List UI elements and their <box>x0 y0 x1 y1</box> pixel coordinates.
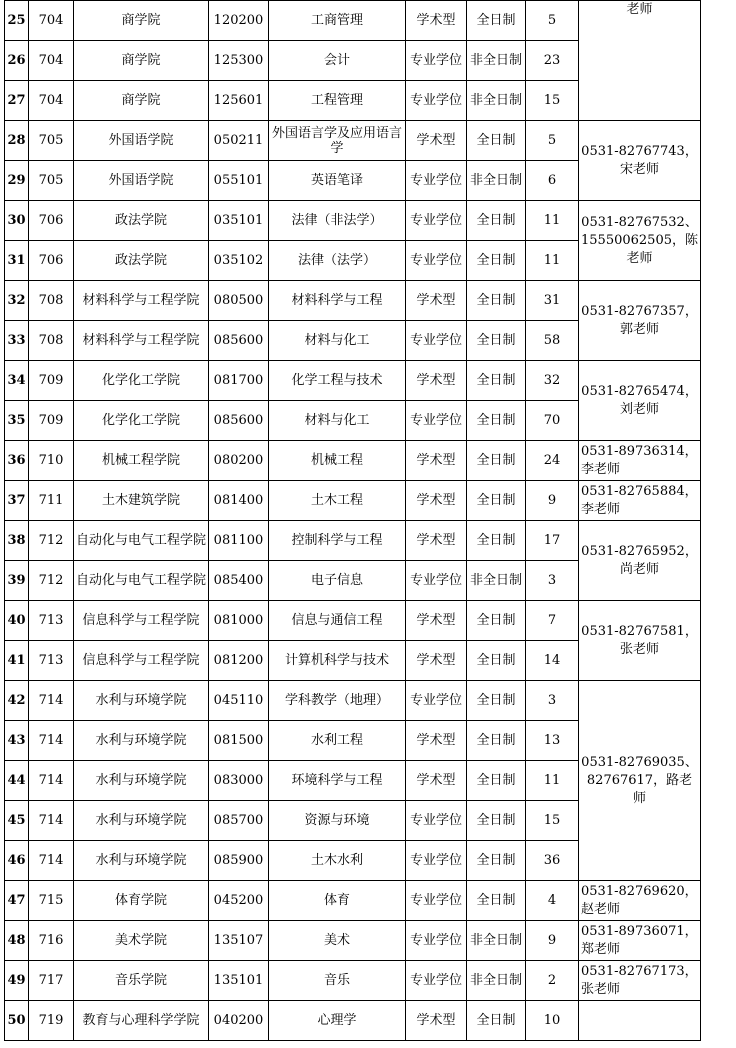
cell-major: 控制科学与工程 <box>269 521 406 561</box>
cell-type: 专业学位 <box>406 561 467 601</box>
cell-no: 42 <box>5 681 29 721</box>
cell-count: 31 <box>526 281 579 321</box>
cell-major: 工程管理 <box>269 81 406 121</box>
cell-code: 709 <box>29 361 74 401</box>
cell-code: 708 <box>29 321 74 361</box>
cell-type: 专业学位 <box>406 881 467 921</box>
cell-school: 音乐学院 <box>74 961 209 1001</box>
cell-school: 信息科学与工程学院 <box>74 601 209 641</box>
cell-type: 专业学位 <box>406 961 467 1001</box>
cell-code: 710 <box>29 441 74 481</box>
cell-mode: 全日制 <box>467 1 526 41</box>
cell-count: 23 <box>526 41 579 81</box>
cell-no: 30 <box>5 201 29 241</box>
table-row <box>5 481 701 521</box>
cell-no: 39 <box>5 561 29 601</box>
cell-school: 政法学院 <box>74 201 209 241</box>
table-row <box>5 1001 701 1041</box>
cell-no: 28 <box>5 121 29 161</box>
cell-no: 38 <box>5 521 29 561</box>
cell-count: 2 <box>526 961 579 1001</box>
cell-major-code: 085700 <box>209 801 269 841</box>
cell-type: 学术型 <box>406 281 467 321</box>
cell-contact: 0531-82767532、15550062505，陈老师 <box>579 201 701 281</box>
cell-mode: 非全日制 <box>467 161 526 201</box>
cell-contact: 0531-82767357，郭老师 <box>579 281 701 361</box>
cell-type: 学术型 <box>406 1 467 41</box>
cell-count: 6 <box>526 161 579 201</box>
cell-type: 专业学位 <box>406 681 467 721</box>
cell-code: 715 <box>29 881 74 921</box>
cell-mode: 全日制 <box>467 481 526 521</box>
cell-count: 36 <box>526 841 579 881</box>
table-row <box>5 361 701 401</box>
cell-code: 714 <box>29 841 74 881</box>
cell-school: 商学院 <box>74 41 209 81</box>
cell-mode: 全日制 <box>467 721 526 761</box>
cell-type: 专业学位 <box>406 201 467 241</box>
table-row <box>5 881 701 921</box>
cell-code: 705 <box>29 121 74 161</box>
cell-count: 3 <box>526 561 579 601</box>
cell-mode: 全日制 <box>467 1001 526 1041</box>
cell-major-code: 120200 <box>209 1 269 41</box>
cell-major-code: 045110 <box>209 681 269 721</box>
cell-type: 专业学位 <box>406 41 467 81</box>
cell-major: 英语笔译 <box>269 161 406 201</box>
table-row <box>5 601 701 641</box>
cell-major-code: 125601 <box>209 81 269 121</box>
cell-code: 714 <box>29 801 74 841</box>
cell-count: 3 <box>526 681 579 721</box>
cell-major-code: 055101 <box>209 161 269 201</box>
cell-school: 外国语学院 <box>74 161 209 201</box>
cell-major-code: 081200 <box>209 641 269 681</box>
cell-type: 学术型 <box>406 521 467 561</box>
cell-code: 714 <box>29 681 74 721</box>
table-row <box>5 201 701 241</box>
cell-school: 水利与环境学院 <box>74 681 209 721</box>
table-row <box>5 921 701 961</box>
cell-type: 专业学位 <box>406 401 467 441</box>
cell-mode: 全日制 <box>467 681 526 721</box>
table-row <box>5 441 701 481</box>
cell-count: 4 <box>526 881 579 921</box>
cell-no: 26 <box>5 41 29 81</box>
cell-mode: 全日制 <box>467 441 526 481</box>
cell-major-code: 081000 <box>209 601 269 641</box>
table-row <box>5 121 701 161</box>
cell-major-code: 135101 <box>209 961 269 1001</box>
cell-mode: 全日制 <box>467 201 526 241</box>
cell-count: 9 <box>526 481 579 521</box>
cell-mode: 非全日制 <box>467 921 526 961</box>
cell-count: 15 <box>526 81 579 121</box>
cell-contact <box>579 1001 701 1041</box>
cell-major: 计算机科学与技术 <box>269 641 406 681</box>
cell-no: 41 <box>5 641 29 681</box>
cell-major-code: 080500 <box>209 281 269 321</box>
table-row <box>5 961 701 1001</box>
cell-code: 714 <box>29 721 74 761</box>
cell-school: 政法学院 <box>74 241 209 281</box>
cell-school: 美术学院 <box>74 921 209 961</box>
cell-code: 719 <box>29 1001 74 1041</box>
cell-count: 17 <box>526 521 579 561</box>
cell-count: 70 <box>526 401 579 441</box>
cell-count: 10 <box>526 1001 579 1041</box>
cell-contact: 0531-82767173，张老师 <box>579 961 701 1001</box>
cell-no: 35 <box>5 401 29 441</box>
cell-school: 水利与环境学院 <box>74 801 209 841</box>
cell-mode: 全日制 <box>467 801 526 841</box>
cell-type: 学术型 <box>406 441 467 481</box>
cell-major-code: 085400 <box>209 561 269 601</box>
cell-major: 材料与化工 <box>269 321 406 361</box>
cell-major: 资源与环境 <box>269 801 406 841</box>
cell-type: 学术型 <box>406 1001 467 1041</box>
cell-major: 电子信息 <box>269 561 406 601</box>
cell-no: 44 <box>5 761 29 801</box>
cell-type: 专业学位 <box>406 161 467 201</box>
cell-count: 11 <box>526 201 579 241</box>
cell-count: 15 <box>526 801 579 841</box>
cell-code: 704 <box>29 1 74 41</box>
cell-major-code: 045200 <box>209 881 269 921</box>
cell-count: 5 <box>526 1 579 41</box>
cell-no: 45 <box>5 801 29 841</box>
cell-no: 40 <box>5 601 29 641</box>
cell-code: 712 <box>29 521 74 561</box>
cell-contact: 老师 <box>579 1 701 121</box>
cell-no: 48 <box>5 921 29 961</box>
cell-major: 材料与化工 <box>269 401 406 441</box>
cell-major-code: 081700 <box>209 361 269 401</box>
cell-code: 704 <box>29 41 74 81</box>
cell-school: 自动化与电气工程学院 <box>74 521 209 561</box>
cell-major-code: 035102 <box>209 241 269 281</box>
cell-mode: 非全日制 <box>467 561 526 601</box>
cell-count: 32 <box>526 361 579 401</box>
cell-count: 9 <box>526 921 579 961</box>
cell-school: 商学院 <box>74 81 209 121</box>
cell-type: 学术型 <box>406 601 467 641</box>
cell-major: 化学工程与技术 <box>269 361 406 401</box>
table-row <box>5 681 701 721</box>
enrollment-table <box>4 0 701 1041</box>
table-row <box>5 521 701 561</box>
cell-no: 31 <box>5 241 29 281</box>
cell-no: 36 <box>5 441 29 481</box>
cell-major-code: 085900 <box>209 841 269 881</box>
cell-count: 13 <box>526 721 579 761</box>
cell-school: 机械工程学院 <box>74 441 209 481</box>
cell-no: 29 <box>5 161 29 201</box>
cell-mode: 全日制 <box>467 601 526 641</box>
cell-mode: 全日制 <box>467 761 526 801</box>
cell-major-code: 125300 <box>209 41 269 81</box>
cell-mode: 全日制 <box>467 641 526 681</box>
cell-code: 712 <box>29 561 74 601</box>
cell-mode: 非全日制 <box>467 961 526 1001</box>
cell-major: 土木水利 <box>269 841 406 881</box>
cell-mode: 全日制 <box>467 521 526 561</box>
cell-major-code: 135107 <box>209 921 269 961</box>
cell-major: 机械工程 <box>269 441 406 481</box>
cell-contact: 0531-82765952，尚老师 <box>579 521 701 601</box>
cell-major-code: 083000 <box>209 761 269 801</box>
cell-type: 专业学位 <box>406 841 467 881</box>
cell-count: 24 <box>526 441 579 481</box>
cell-code: 706 <box>29 201 74 241</box>
cell-mode: 全日制 <box>467 241 526 281</box>
cell-major-code: 081100 <box>209 521 269 561</box>
cell-school: 体育学院 <box>74 881 209 921</box>
table-body <box>5 1 701 1041</box>
cell-code: 714 <box>29 761 74 801</box>
cell-code: 708 <box>29 281 74 321</box>
cell-code: 704 <box>29 81 74 121</box>
cell-type: 学术型 <box>406 481 467 521</box>
cell-no: 50 <box>5 1001 29 1041</box>
cell-no: 32 <box>5 281 29 321</box>
cell-type: 专业学位 <box>406 921 467 961</box>
cell-type: 专业学位 <box>406 801 467 841</box>
cell-major-code: 081500 <box>209 721 269 761</box>
cell-major: 学科教学（地理） <box>269 681 406 721</box>
cell-mode: 非全日制 <box>467 41 526 81</box>
cell-contact: 0531-82767581，张老师 <box>579 601 701 681</box>
cell-code: 713 <box>29 601 74 641</box>
cell-school: 化学化工学院 <box>74 401 209 441</box>
cell-mode: 全日制 <box>467 321 526 361</box>
cell-count: 5 <box>526 121 579 161</box>
cell-school: 商学院 <box>74 1 209 41</box>
cell-school: 水利与环境学院 <box>74 761 209 801</box>
cell-school: 水利与环境学院 <box>74 721 209 761</box>
cell-type: 学术型 <box>406 761 467 801</box>
cell-no: 27 <box>5 81 29 121</box>
cell-type: 学术型 <box>406 641 467 681</box>
cell-mode: 全日制 <box>467 121 526 161</box>
cell-code: 713 <box>29 641 74 681</box>
cell-school: 材料科学与工程学院 <box>74 321 209 361</box>
cell-contact: 0531-82769035、82767617，路老师 <box>579 681 701 881</box>
cell-count: 11 <box>526 761 579 801</box>
cell-type: 专业学位 <box>406 321 467 361</box>
cell-code: 716 <box>29 921 74 961</box>
cell-major-code: 085600 <box>209 321 269 361</box>
cell-major-code: 081400 <box>209 481 269 521</box>
table-row <box>5 1 701 41</box>
cell-code: 717 <box>29 961 74 1001</box>
cell-major: 法律（非法学） <box>269 201 406 241</box>
cell-mode: 全日制 <box>467 281 526 321</box>
cell-type: 学术型 <box>406 721 467 761</box>
cell-mode: 全日制 <box>467 401 526 441</box>
cell-mode: 全日制 <box>467 881 526 921</box>
cell-count: 11 <box>526 241 579 281</box>
cell-type: 学术型 <box>406 121 467 161</box>
cell-no: 49 <box>5 961 29 1001</box>
cell-school: 教育与心理科学学院 <box>74 1001 209 1041</box>
cell-major: 美术 <box>269 921 406 961</box>
cell-no: 47 <box>5 881 29 921</box>
cell-code: 709 <box>29 401 74 441</box>
cell-major: 土木工程 <box>269 481 406 521</box>
cell-mode: 非全日制 <box>467 81 526 121</box>
cell-major-code: 035101 <box>209 201 269 241</box>
cell-major: 音乐 <box>269 961 406 1001</box>
cell-major: 水利工程 <box>269 721 406 761</box>
cell-type: 专业学位 <box>406 241 467 281</box>
cell-major: 信息与通信工程 <box>269 601 406 641</box>
cell-no: 25 <box>5 1 29 41</box>
cell-mode: 全日制 <box>467 841 526 881</box>
cell-major-code: 040200 <box>209 1001 269 1041</box>
cell-contact: 0531-82767743，宋老师 <box>579 121 701 201</box>
cell-no: 37 <box>5 481 29 521</box>
cell-major: 心理学 <box>269 1001 406 1041</box>
cell-count: 58 <box>526 321 579 361</box>
cell-major-code: 085600 <box>209 401 269 441</box>
cell-no: 34 <box>5 361 29 401</box>
cell-major: 法律（法学） <box>269 241 406 281</box>
cell-count: 14 <box>526 641 579 681</box>
table-row <box>5 281 701 321</box>
cell-school: 土木建筑学院 <box>74 481 209 521</box>
cell-school: 外国语学院 <box>74 121 209 161</box>
cell-school: 水利与环境学院 <box>74 841 209 881</box>
cell-no: 33 <box>5 321 29 361</box>
cell-no: 46 <box>5 841 29 881</box>
cell-major-code: 080200 <box>209 441 269 481</box>
cell-contact: 0531-82765884，李老师 <box>579 481 701 521</box>
cell-code: 705 <box>29 161 74 201</box>
cell-code: 706 <box>29 241 74 281</box>
cell-code: 711 <box>29 481 74 521</box>
cell-school: 自动化与电气工程学院 <box>74 561 209 601</box>
cell-type: 学术型 <box>406 361 467 401</box>
cell-school: 材料科学与工程学院 <box>74 281 209 321</box>
cell-major: 环境科学与工程 <box>269 761 406 801</box>
cell-contact: 0531-82765474，刘老师 <box>579 361 701 441</box>
cell-count: 7 <box>526 601 579 641</box>
cell-major: 材料科学与工程 <box>269 281 406 321</box>
cell-major: 外国语言学及应用语言学 <box>269 121 406 161</box>
cell-major-code: 050211 <box>209 121 269 161</box>
cell-major: 会计 <box>269 41 406 81</box>
cell-no: 43 <box>5 721 29 761</box>
cell-mode: 全日制 <box>467 361 526 401</box>
cell-type: 专业学位 <box>406 81 467 121</box>
cell-major: 工商管理 <box>269 1 406 41</box>
cell-contact: 0531-89736071，郑老师 <box>579 921 701 961</box>
cell-school: 信息科学与工程学院 <box>74 641 209 681</box>
cell-contact: 0531-89736314，李老师 <box>579 441 701 481</box>
cell-major: 体育 <box>269 881 406 921</box>
cell-school: 化学化工学院 <box>74 361 209 401</box>
cell-contact: 0531-82769620，赵老师 <box>579 881 701 921</box>
